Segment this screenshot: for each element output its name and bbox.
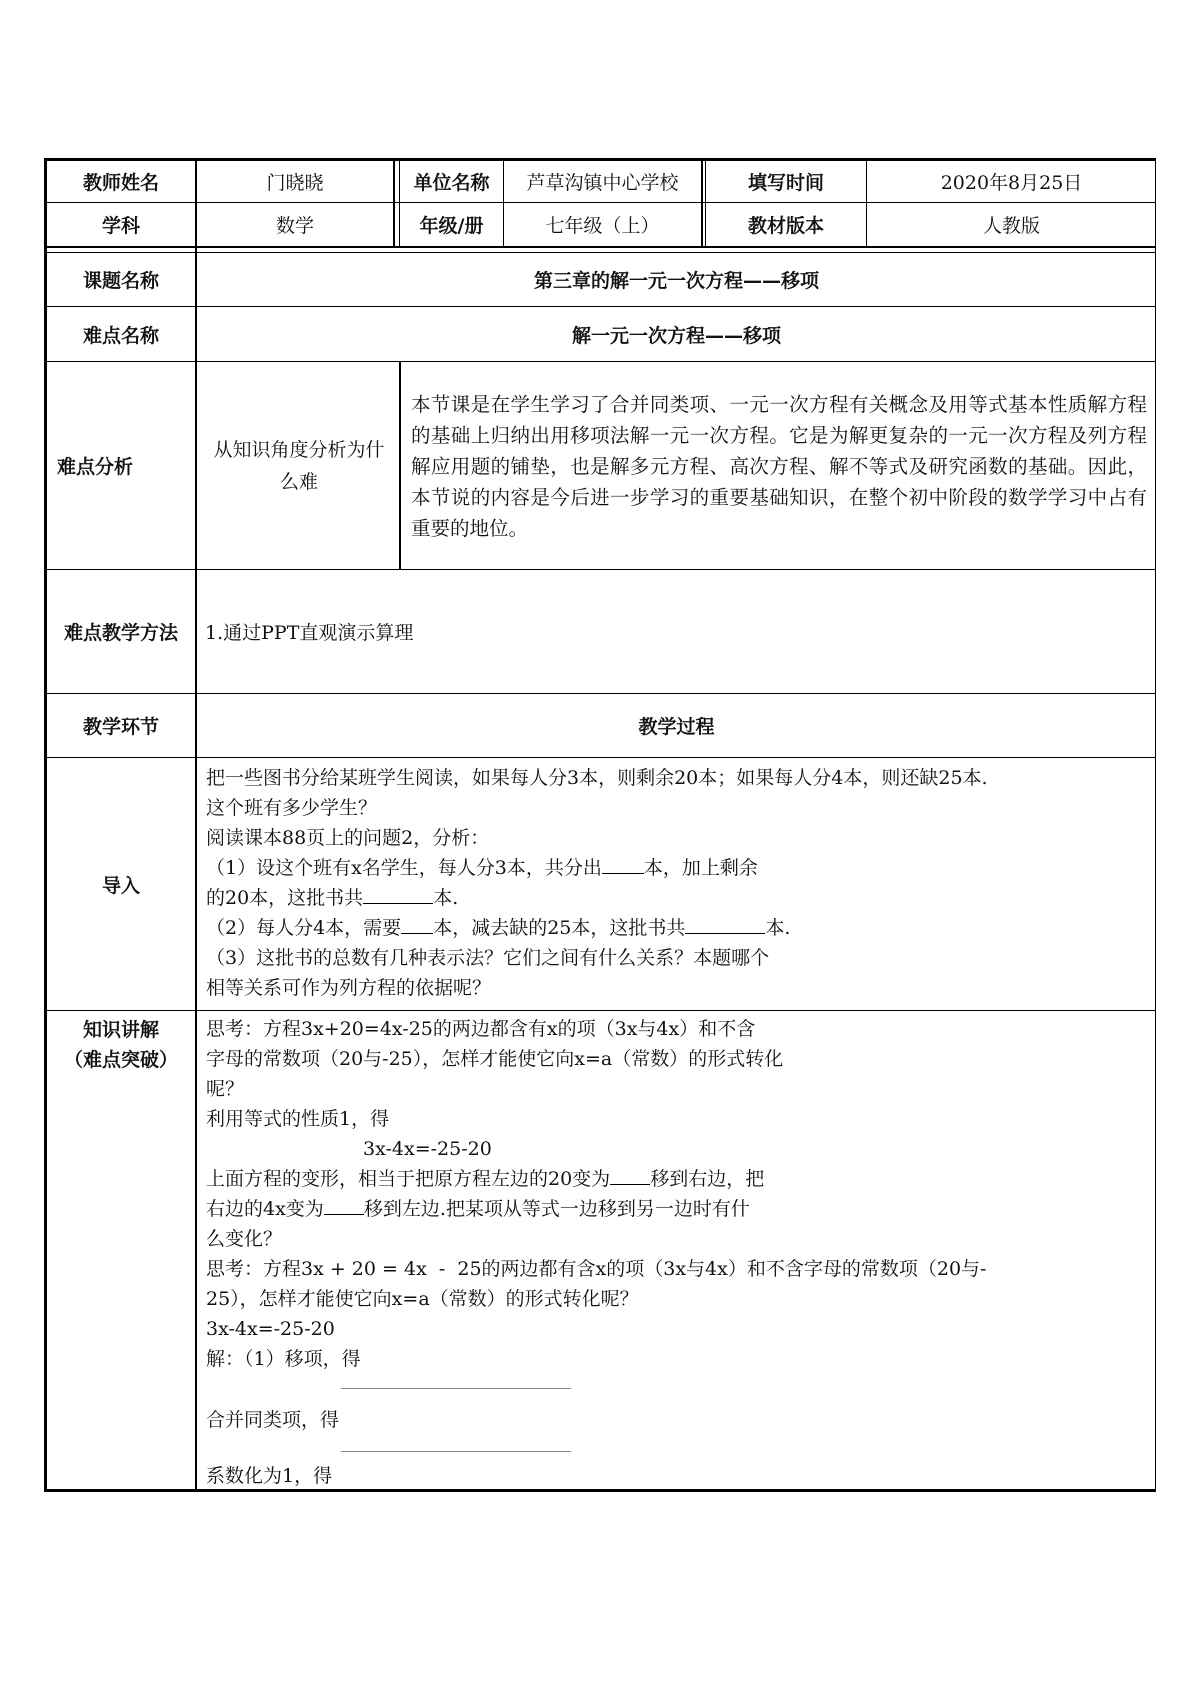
subject-value: 数学 [275,215,314,237]
intro-line-5a: 的20本，这批书共 [206,887,364,909]
intro-line-6a: （2）每人分4本，需要 [206,917,402,939]
knowledge-line-13: 合并同类项，得 [206,1409,340,1431]
knowledge-line-6a: 上面方程的变形，相当于把原方程左边的20变为 [206,1168,611,1190]
intro-blank-1[interactable] [602,872,644,874]
knowledge-line-7b: 移到左边.把某项从等式一边移到另一边时有什 [363,1198,750,1220]
topic-label: 课题名称 [82,270,159,292]
knowledge-line-10: 25），怎样才能使它向x=a（常数）的形式转化呢？ [206,1288,639,1310]
intro-line-6b: 本，减去缺的25本，这批书共 [433,917,686,939]
knowledge-line-8: 么变化？ [206,1228,283,1250]
knowledge-line-6 [206,1164,764,1194]
date-label: 填写时间 [747,172,824,194]
analysis-sub-label: 从知识角度分析为什么难 [213,438,385,493]
answer-line-2[interactable] [341,1451,571,1452]
intro-line-6c: 本. [765,917,791,939]
knowledge-line-7a: 右边的4x变为 [206,1198,324,1220]
knowledge-blank-1[interactable] [610,1183,650,1185]
intro-line-4b: 本，加上剩余 [643,857,758,879]
knowledge-line-11: 3x-4x=-25-20 [206,1318,335,1340]
knowledge-line-3: 呢？ [206,1078,245,1100]
grade-value: 七年级（上） [545,215,660,237]
method-text: 1.通过PPT直观演示算理 [205,622,414,644]
unit-label: 单位名称 [413,172,490,194]
knowledge-line-5: 3x-4x=-25-20 [363,1138,492,1160]
intro-blank-3[interactable] [401,932,433,934]
intro-line-4 [206,853,758,883]
answer-line-1[interactable] [341,1388,571,1389]
knowledge-line-14: 系数化为1，得 [206,1465,333,1487]
subject-label: 学科 [101,215,140,237]
process-label: 教学过程 [638,716,715,738]
knowledge-line-4: 利用等式的性质1，得 [206,1108,390,1130]
edition-label: 教材版本 [747,215,824,237]
intro-line-1: 把一些图书分给某班学生阅读，如果每人分3本，则剩余20本；如果每人分4本，则还缺25本. [206,767,988,789]
teacher-value: 门晓晓 [266,172,324,194]
intro-line-5b: 本. [433,887,459,909]
intro-line-3: 阅读课本88页上的问题2，分析： [206,827,490,849]
intro-line-5 [206,883,458,913]
edition-value: 人教版 [982,215,1040,237]
stage-label: 教学环节 [82,716,159,738]
analysis-text: 本节课是在学生学习了合并同类项、一元一次方程有关概念及用等式基本性质解方程的基础上归纳出用移项法解一元一次方程。它是为解更复杂的一元一次方程及列方程解应用题的铺垫，也是解多元方程、高次方程、解不等式及研究函数的基础。因此，本节说的内容是今后进一步学习的重要基础知识，在整个初中阶段的数学学习中占有重要的地位。 [411,393,1147,540]
intro-line-8: 相等关系可作为列方程的依据呢？ [206,977,492,999]
teacher-label: 教师姓名 [82,172,159,194]
unit-value: 芦草沟镇中心学校 [526,172,679,194]
knowledge-label-2: （难点突破） [63,1048,178,1071]
intro-line-2: 这个班有多少学生？ [206,797,378,819]
knowledge-line-2: 字母的常数项（20与-25），怎样才能使它向x=a（常数）的形式转化 [206,1048,784,1070]
knowledge-line-6b: 移到右边，把 [650,1168,765,1190]
lesson-plan-table [44,158,1156,1492]
knowledge-blank-2[interactable] [324,1213,364,1215]
knowledge-line-1: 思考：方程3x+20=4x-25的两边都含有x的项（3x与4x）和不含 [206,1018,756,1040]
knowledge-line-7 [206,1194,750,1224]
date-value: 2020年8月25日 [940,172,1083,194]
intro-blank-2[interactable] [363,902,433,904]
grade-label: 年级/册 [419,215,484,237]
intro-line-7: （3）这批书的总数有几种表示法？它们之间有什么关系？本题哪个 [206,947,770,969]
analysis-label: 难点分析 [57,456,134,478]
difficulty-value: 解一元一次方程——移项 [571,324,781,347]
difficulty-label: 难点名称 [82,324,159,347]
intro-label: 导入 [101,874,140,897]
intro-line-6 [206,913,790,943]
intro-line-4a: （1）设这个班有x名学生，每人分3本，共分出 [206,857,602,879]
intro-blank-4[interactable] [685,932,765,934]
knowledge-line-9: 思考：方程3x + 20 = 4x - 25的两边都有含x的项（3x与4x）和不含字母的常数项（20与- [206,1258,987,1280]
knowledge-line-12: 解：（1）移项，得 [206,1348,361,1370]
knowledge-label-1: 知识讲解 [82,1018,159,1041]
topic-value: 第三章的解一元一次方程——移项 [533,270,819,292]
method-label: 难点教学方法 [63,622,178,644]
